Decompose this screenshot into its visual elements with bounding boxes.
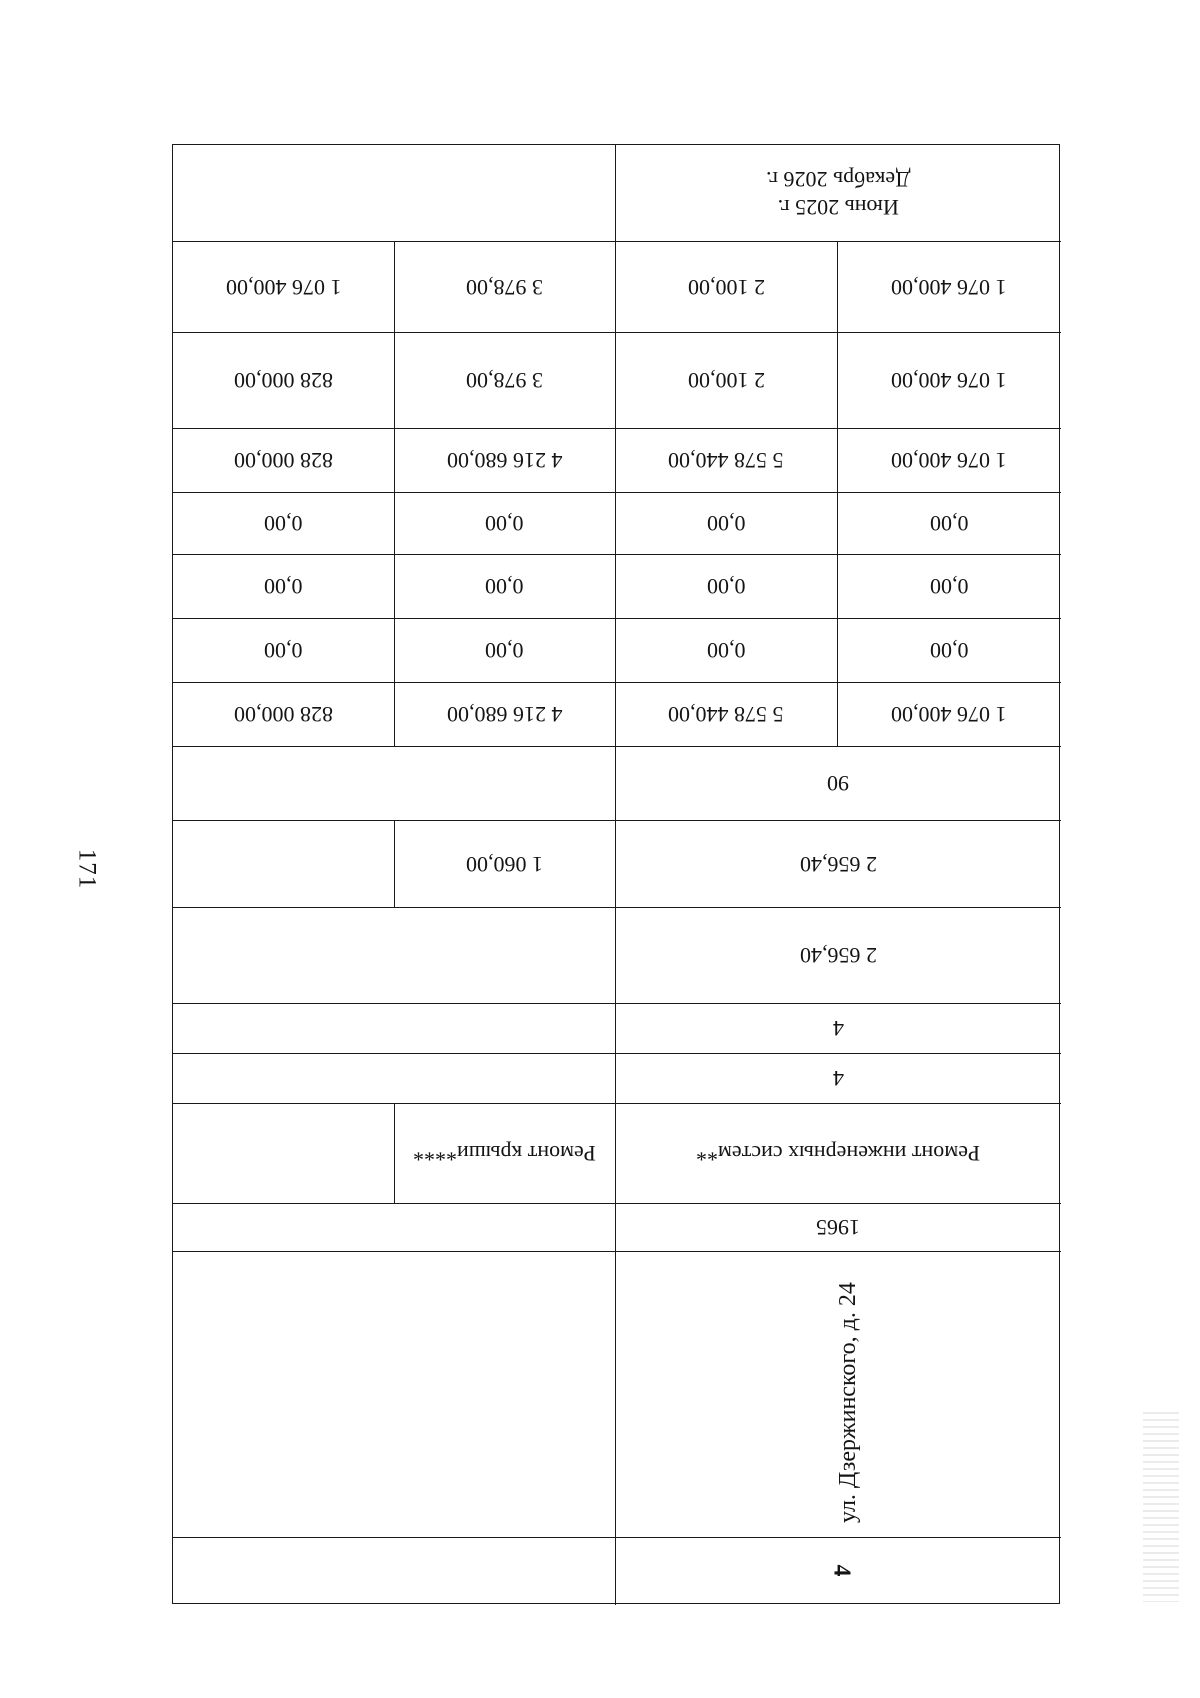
page-number: 171 [73, 848, 101, 890]
cell-r4-c1: 0,00 [264, 511, 303, 536]
area-sub-left-cell: 1 060,00 [466, 851, 543, 877]
cell-r5-c1: 0,00 [264, 574, 303, 599]
cell-r2-c1: 828 000,00 [234, 368, 333, 393]
cell-r2-c3: 2 100,00 [687, 368, 765, 393]
cell-r4-c2: 0,00 [485, 511, 524, 536]
cell-r6-c3: 0,00 [706, 638, 746, 663]
cell-r4-c4: 0,00 [929, 511, 969, 536]
cell-r4-c3: 0,00 [706, 511, 746, 536]
cell-r3-c4: 1 076 400,00 [891, 448, 1007, 473]
scan-noise [1143, 1412, 1179, 1602]
four-cell-b: 4 [832, 1066, 844, 1091]
address-text: ул. Дзержинского, д. 24 [835, 1282, 861, 1523]
cell-r3-c3: 5 578 440,00 [668, 448, 784, 473]
cell-r3-c1: 828 000,00 [234, 448, 333, 473]
cell-r7-c3: 5 578 440,00 [668, 702, 784, 727]
cell-r6-c4: 0,00 [929, 638, 969, 663]
cell-r6-c2: 0,00 [485, 638, 524, 663]
area-right-cell-2: 2 656,40 [799, 943, 877, 968]
cell-r7-c1: 828 000,00 [234, 702, 333, 727]
period-cell [615, 145, 1061, 241]
cell-r3-c2: 4 216 680,00 [446, 448, 563, 473]
row-number: 4 [828, 1564, 855, 1577]
cell-r5-c2: 0,00 [485, 574, 524, 599]
cell-r1-c2: 3 978,00 [466, 274, 543, 300]
cell-r6-c1: 0,00 [264, 638, 303, 663]
cell-r1-c4: 1 076 400,00 [891, 274, 1007, 300]
systems-repair-cell: Ремонт инженерных систем** [696, 1141, 980, 1166]
cell-r5-c4: 0,00 [929, 574, 969, 599]
work-schedule-table [172, 144, 1060, 1604]
cell-r7-c2: 4 216 680,00 [446, 702, 563, 727]
cell-r2-c4: 1 076 400,00 [891, 368, 1007, 393]
cell-r1-c3: 2 100,00 [687, 274, 765, 300]
ninety-cell: 90 [827, 771, 849, 796]
area-right-cell-1: 2 656,40 [799, 851, 877, 877]
cell-r2-c2: 3 978,00 [466, 368, 543, 393]
period-line-1: Июнь 2025 г. [777, 195, 899, 220]
four-cell-a: 4 [832, 1016, 844, 1041]
roof-repair-cell: Ремонт крыши**** [413, 1141, 596, 1166]
year-cell: 1965 [816, 1215, 860, 1240]
cell-r5-c3: 0,00 [706, 574, 746, 599]
cell-r7-c4: 1 076 400,00 [891, 702, 1007, 727]
period-line-2: Декабрь 2026 г. [765, 167, 911, 192]
cell-r1-c1: 1 076 400,00 [225, 274, 342, 300]
